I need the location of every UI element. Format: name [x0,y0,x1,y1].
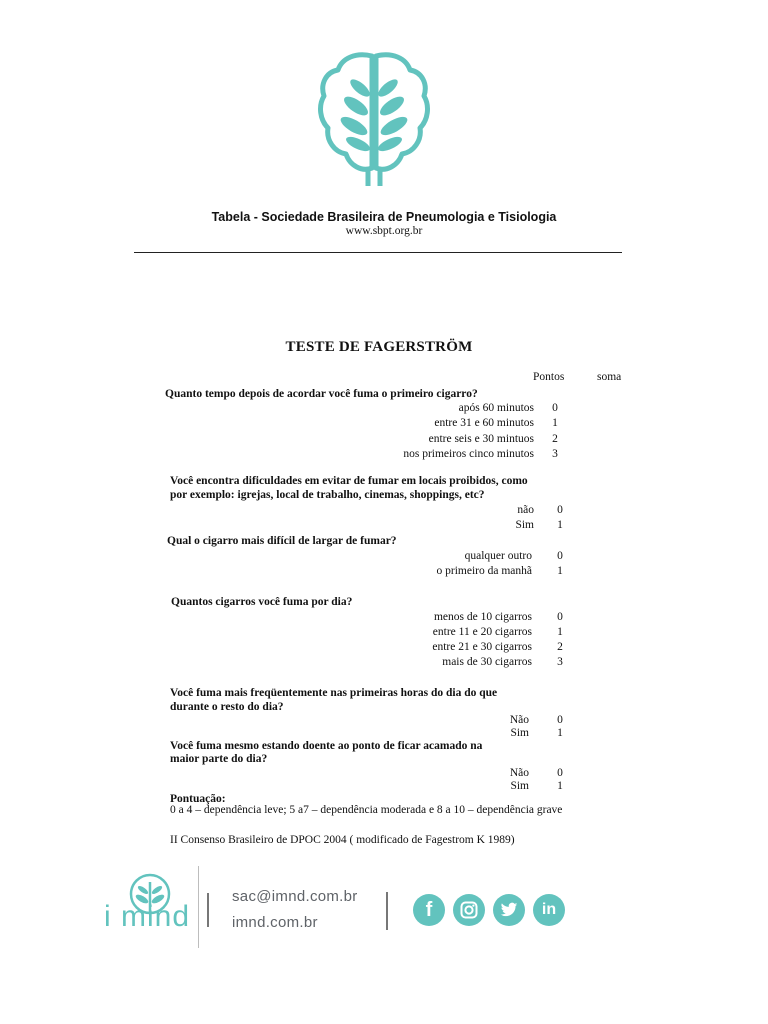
footer-divider [198,866,199,948]
document-title: TESTE DE FAGERSTRÖM [285,339,473,355]
option-label: entre 31 e 60 minutos [434,417,534,429]
footer-accent-line-2 [386,892,388,930]
instagram-icon[interactable] [453,894,485,926]
option-label: o primeiro da manhã [436,565,532,577]
question-4: Quantos cigarros você fuma por dia? [171,596,353,608]
option-points: 0 [557,504,563,516]
linkedin-icon[interactable]: in [533,894,565,926]
option-label: Sim [515,519,534,531]
contact-email[interactable]: sac@imnd.com.br [232,888,358,905]
question-5-line-1: Você fuma mais freqüentemente nas primeiras horas do dia do que [170,687,498,699]
question-2-line-1: Você encontra dificuldades em evitar de fumar em locais proibidos, como [170,475,528,487]
option-points: 2 [552,433,558,445]
option-points: 3 [552,448,558,460]
option-points: 3 [557,656,563,668]
option-label: entre seis e 30 mintuos [428,433,534,445]
option-points: 2 [557,641,563,653]
score-label: Pontuação: [170,793,226,805]
option-points: 1 [552,417,558,429]
option-points: 1 [557,780,563,792]
facebook-icon[interactable]: f [413,894,445,926]
option-label: nos primeiros cinco minutos [403,448,534,460]
question-3: Qual o cigarro mais difícil de largar de fumar? [167,535,397,547]
option-label: entre 21 e 30 cigarros [432,641,532,653]
points-column-header: Pontos [533,371,565,383]
option-label: qualquer outro [464,550,532,562]
question-6-line-1: Você fuma mesmo estando doente ao ponto de ficar acamado na [170,740,483,752]
sum-column-header: soma [597,371,622,383]
question-1: Quanto tempo depois de acordar você fuma o primeiro cigarro? [165,388,478,400]
header-title: Tabela - Sociedade Brasileira de Pneumologia e Tisiologia [211,210,557,224]
option-label: após 60 minutos [458,402,534,414]
option-label: entre 11 e 20 cigarros [432,626,532,638]
option-points: 1 [557,519,563,531]
question-5-line-2: durante o resto do dia? [170,701,284,713]
question-6-line-2: maior parte do dia? [170,753,268,765]
brain-tree-logo [316,48,432,190]
option-points: 1 [557,565,563,577]
option-points: 1 [557,626,563,638]
contact-website[interactable]: imnd.com.br [232,914,318,931]
option-points: 0 [557,767,563,779]
option-label: Não [509,714,529,726]
twitter-icon[interactable] [493,894,525,926]
option-label: mais de 30 cigarros [442,656,532,668]
option-points: 0 [557,611,563,623]
option-label: Sim [510,727,529,739]
header-divider [134,252,622,253]
option-points: 0 [557,714,563,726]
option-points: 0 [557,550,563,562]
option-label: menos de 10 cigarros [433,611,532,623]
question-2-line-2: por exemplo: igrejas, local de trabalho, cinemas, shoppings, etc? [170,489,485,501]
footer-accent-line [207,893,209,927]
score-ranges: 0 a 4 – dependência leve; 5 a7 – dependência moderada e 8 a 10 – dependência grave [170,804,563,816]
option-label: Sim [510,780,529,792]
header-url: www.sbpt.org.br [345,225,423,237]
option-label: Não [509,767,529,779]
option-points: 1 [557,727,563,739]
reference-citation: II Consenso Brasileiro de DPOC 2004 ( modificado de Fagestrom K 1989) [170,834,515,846]
imind-brand-name: i mind [104,900,191,933]
option-label: não [517,504,534,516]
option-points: 0 [552,402,558,414]
